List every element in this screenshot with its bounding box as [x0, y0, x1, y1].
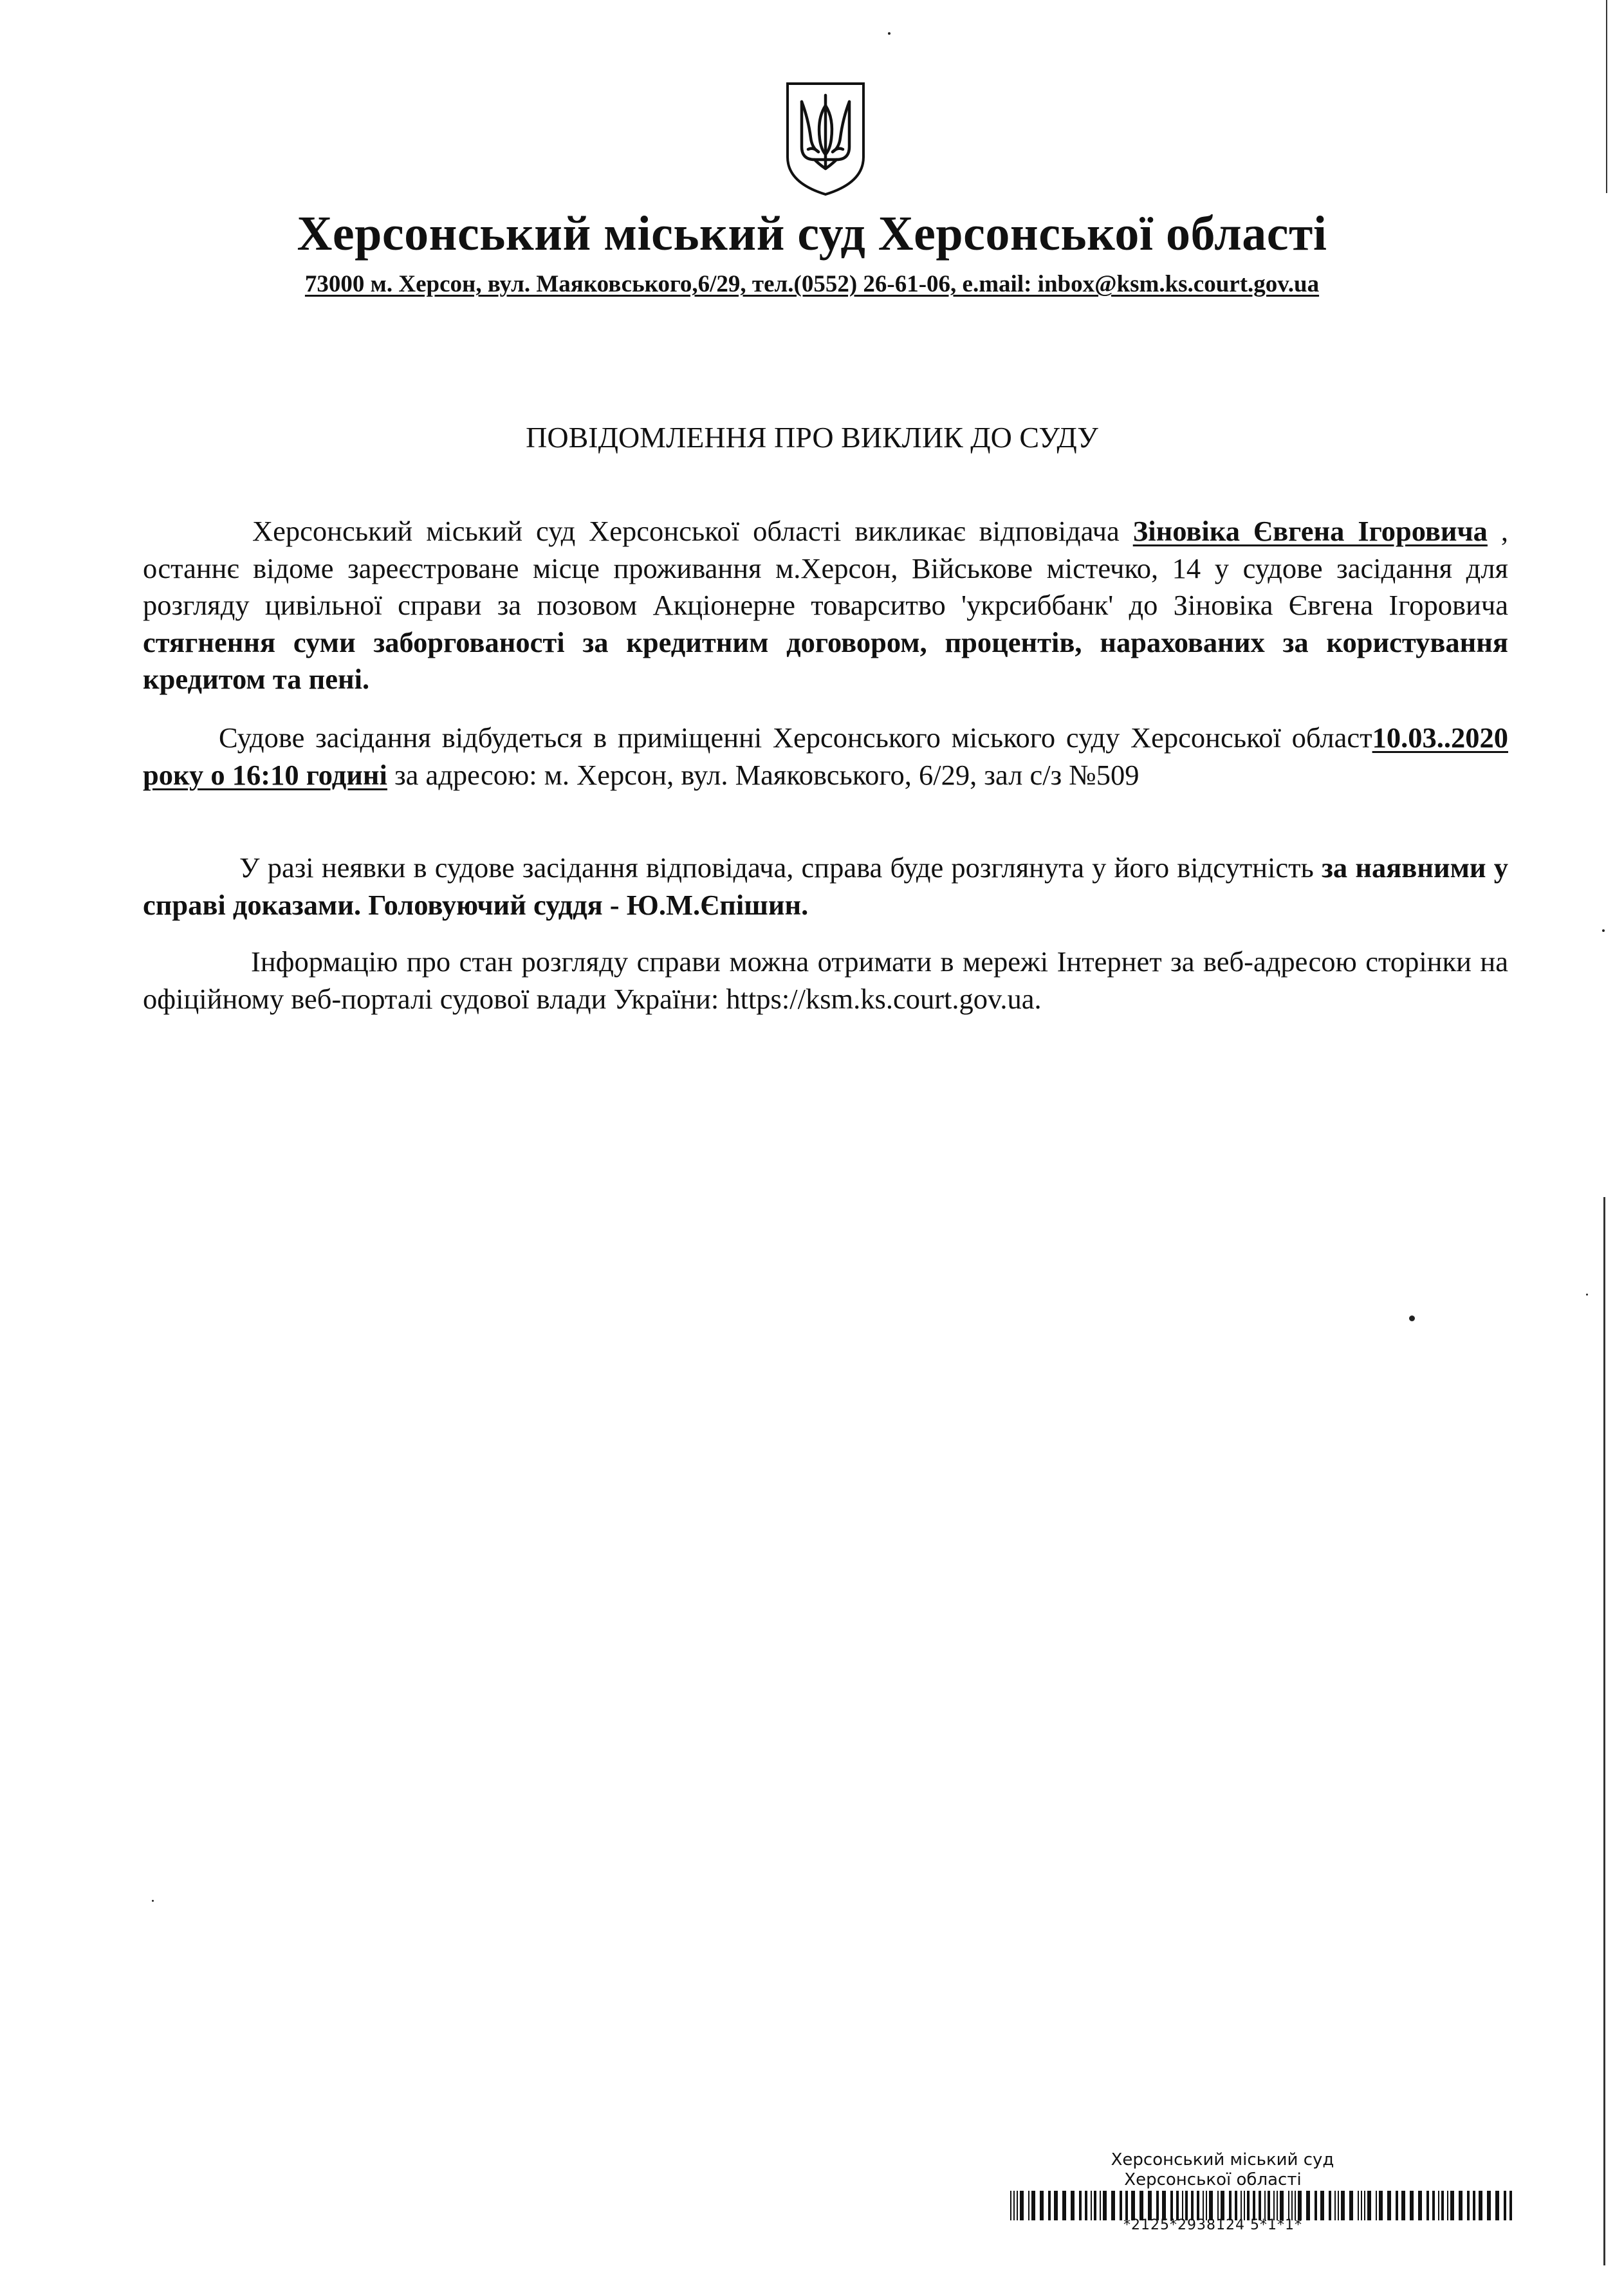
coat-of-arms-icon [782, 80, 869, 197]
court-title: Херсонський міський суд Херсонської області [297, 207, 1327, 261]
scan-speck [152, 1900, 154, 1902]
claim-subject: стягнення суми заборгованості за кредитним договором, процентів, нарахованих за користування кредитом та пені. [143, 626, 1508, 695]
defendant-name: Зіновіка Євгена Ігоровича [1132, 515, 1488, 547]
scan-edge-line [1606, 0, 1607, 193]
paragraph-info: Інформацію про стан розгляду справи можна отримати в мережі Інтернет за веб-адресою сторінки на офіційному веб-порталі судової влади України: https://ksm.ks.court.gov.ua. [143, 945, 1508, 1015]
scan-speck [1586, 1294, 1588, 1296]
scan-speck [1602, 929, 1605, 932]
paragraph-hearing: Судове засідання відбудеться в приміщенні Херсонського міського суду Херсонської област10.03..2020 року о 16:10 годині за адресою: м. Херсон, вул. Маяковського, 6/29, зал с/з №509 [143, 721, 1508, 791]
scan-edge-line [1603, 1197, 1605, 2265]
presiding-judge: за наявними у справі доказами. Головуючий суддя - Ю.М.Єпішин. [143, 851, 1509, 921]
court-stamp [1010, 2150, 1512, 2233]
court-address: 73000 м. Херсон, вул. Маяковського,6/29, тел.(0552) 26-61-06, e.mail: inbox@ksm.ks.court.gov.ua [304, 271, 1320, 297]
paragraph-summons: Херсонський міський суд Херсонської області викликає відповідача Зіновіка Євгена Ігоровича , останнє відоме зареєстроване місце проживання м.Херсон, Військове містечко, 14 у судове засідання для розгляду цивільної справи за позовом Акціонерне товарситво 'укрсиббанк' до Зіновіка Євгена Ігоровича стягнення суми заборгованості за кредитним договором, процентів, нарахованих за користування кредитом та пені. [143, 515, 1508, 695]
barcode-code: *2125*2938124 5*1*1* [1123, 2217, 1302, 2233]
scan-speck [888, 32, 890, 35]
stamp-region: Херсонської області [1124, 2170, 1302, 2189]
barcode [1010, 2191, 1512, 2220]
stamp-court-name: Херсонський міський суд [1111, 2150, 1334, 2170]
paragraph-absence: У разі неявки в судове засідання відповідача, справа буде розглянута у його відсутність за наявними у справі доказами. Головуючий суддя - Ю.М.Єпішин. [143, 851, 1509, 921]
hearing-datetime: 10.03..2020 року о 16:10 годині [143, 721, 1508, 791]
scan-speck [1409, 1315, 1415, 1321]
document-title: ПОВІДОМЛЕННЯ ПРО ВИКЛИК ДО СУДУ [526, 421, 1098, 454]
